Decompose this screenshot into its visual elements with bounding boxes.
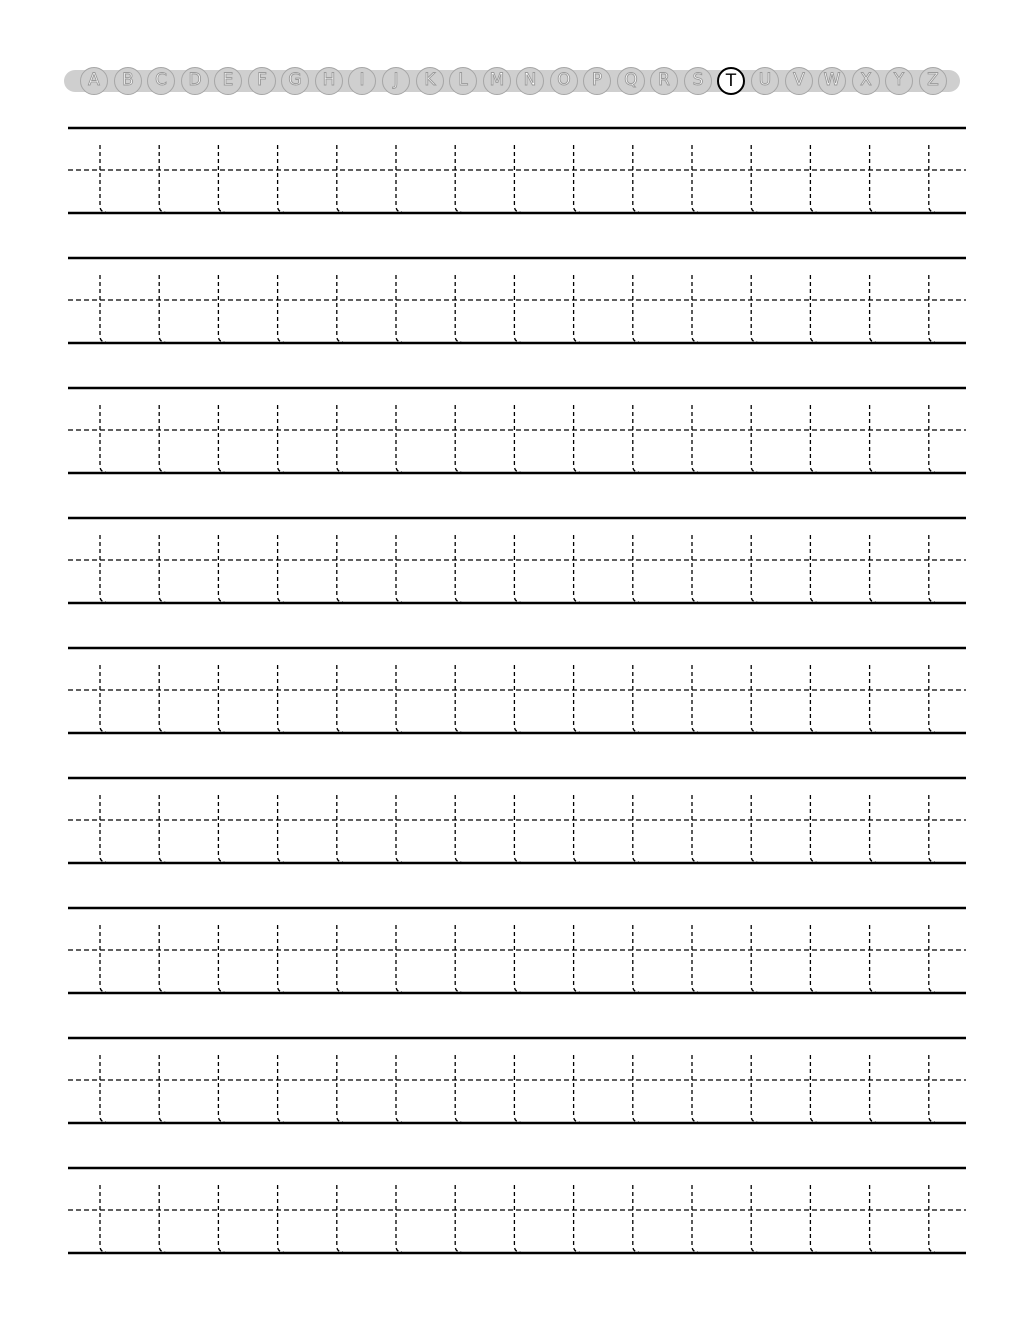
- tracing-letter-t: [159, 1185, 165, 1252]
- tracing-letter-t: [751, 275, 757, 342]
- tracing-letter-t: [870, 275, 876, 342]
- tracing-letter-t: [633, 925, 639, 992]
- tracing-letter-t: [751, 535, 757, 602]
- alphabet-letter-b[interactable]: B: [114, 67, 142, 95]
- tracing-letter-t: [929, 665, 935, 732]
- tracing-letter-t: [218, 535, 224, 602]
- tracing-letter-t: [574, 535, 580, 602]
- tracing-letter-t: [159, 665, 165, 732]
- tracing-letter-t: [810, 535, 816, 602]
- tracing-letter-t: [100, 275, 106, 342]
- tracing-letter-t: [396, 275, 402, 342]
- tracing-letter-t: [514, 665, 520, 732]
- alphabet-letter-y[interactable]: Y: [885, 67, 913, 95]
- tracing-letter-t: [870, 665, 876, 732]
- tracing-letter-t: [870, 1185, 876, 1252]
- tracing-letter-t: [751, 1185, 757, 1252]
- tracing-letter-t: [633, 275, 639, 342]
- alphabet-letter-c[interactable]: C: [147, 67, 175, 95]
- tracing-letter-t: [751, 665, 757, 732]
- tracing-letter-t: [751, 145, 757, 212]
- tracing-letter-t: [929, 1055, 935, 1122]
- alphabet-letter-p[interactable]: P: [583, 67, 611, 95]
- alphabet-letter-u[interactable]: U: [751, 67, 779, 95]
- tracing-letter-t: [692, 275, 698, 342]
- tracing-letter-t: [455, 665, 461, 732]
- tracing-letter-t: [100, 535, 106, 602]
- tracing-letter-t: [574, 275, 580, 342]
- practice-row: [68, 908, 966, 993]
- alphabet-letter-x[interactable]: X: [852, 67, 880, 95]
- practice-row: [68, 778, 966, 863]
- tracing-letter-t: [810, 145, 816, 212]
- tracing-letter-t: [218, 1185, 224, 1252]
- tracing-letter-t: [159, 275, 165, 342]
- practice-row: [68, 648, 966, 733]
- tracing-letter-t: [870, 535, 876, 602]
- tracing-letter-t: [218, 665, 224, 732]
- tracing-letter-t: [337, 1055, 343, 1122]
- tracing-letter-t: [278, 925, 284, 992]
- tracing-letter-t: [514, 1055, 520, 1122]
- tracing-letter-t: [100, 145, 106, 212]
- tracing-letter-t: [455, 925, 461, 992]
- tracing-letter-t: [810, 1185, 816, 1252]
- tracing-letter-t: [810, 405, 816, 472]
- alphabet-letter-s[interactable]: S: [684, 67, 712, 95]
- tracing-letter-t: [514, 275, 520, 342]
- tracing-letter-t: [929, 145, 935, 212]
- tracing-letter-t: [337, 665, 343, 732]
- tracing-letter-t: [455, 1055, 461, 1122]
- tracing-letter-t: [337, 405, 343, 472]
- tracing-letter-t: [574, 1055, 580, 1122]
- alphabet-letter-i[interactable]: I: [348, 67, 376, 95]
- tracing-letter-t: [574, 145, 580, 212]
- tracing-letter-t: [514, 925, 520, 992]
- tracing-letter-t: [396, 1055, 402, 1122]
- tracing-letter-t: [159, 795, 165, 862]
- tracing-letter-t: [574, 795, 580, 862]
- tracing-letter-t: [396, 795, 402, 862]
- tracing-letter-t: [929, 925, 935, 992]
- tracing-letter-t: [455, 145, 461, 212]
- alphabet-letter-g[interactable]: G: [281, 67, 309, 95]
- alphabet-letter-a[interactable]: A: [80, 67, 108, 95]
- tracing-letter-t: [929, 795, 935, 862]
- tracing-letter-t: [278, 145, 284, 212]
- tracing-letter-t: [692, 1055, 698, 1122]
- tracing-letter-t: [218, 1055, 224, 1122]
- tracing-letter-t: [751, 405, 757, 472]
- tracing-letter-t: [574, 925, 580, 992]
- tracing-letter-t: [692, 795, 698, 862]
- alphabet-letter-r[interactable]: R: [650, 67, 678, 95]
- tracing-letter-t: [278, 795, 284, 862]
- tracing-letter-t: [218, 145, 224, 212]
- alphabet-letter-d[interactable]: D: [181, 67, 209, 95]
- tracing-letter-t: [929, 405, 935, 472]
- tracing-letter-t: [514, 1185, 520, 1252]
- tracing-letter-t: [870, 925, 876, 992]
- tracing-letter-t: [278, 1055, 284, 1122]
- tracing-letter-t: [514, 795, 520, 862]
- tracing-letter-t: [218, 405, 224, 472]
- tracing-letter-t: [337, 145, 343, 212]
- tracing-letter-t: [514, 145, 520, 212]
- tracing-letter-t: [159, 925, 165, 992]
- tracing-letter-t: [692, 145, 698, 212]
- tracing-letter-t: [870, 795, 876, 862]
- practice-row: [68, 518, 966, 603]
- tracing-letter-t: [278, 275, 284, 342]
- tracing-letter-t: [514, 405, 520, 472]
- tracing-letter-t: [218, 795, 224, 862]
- tracing-letter-t: [159, 535, 165, 602]
- practice-row: [68, 258, 966, 343]
- practice-row: [68, 128, 966, 213]
- tracing-letter-t: [514, 535, 520, 602]
- tracing-letter-t: [810, 665, 816, 732]
- practice-row: [68, 1038, 966, 1123]
- alphabet-letter-m[interactable]: M: [483, 67, 511, 95]
- alphabet-letter-q[interactable]: Q: [617, 67, 645, 95]
- alphabet-letter-k[interactable]: K: [416, 67, 444, 95]
- tracing-letter-t: [278, 535, 284, 602]
- practice-row: [68, 1168, 966, 1253]
- tracing-letter-t: [100, 1055, 106, 1122]
- tracing-letter-t: [396, 1185, 402, 1252]
- tracing-letter-t: [574, 665, 580, 732]
- tracing-letter-t: [100, 405, 106, 472]
- tracing-letter-t: [100, 1185, 106, 1252]
- tracing-letter-t: [218, 925, 224, 992]
- alphabet-letter-v[interactable]: V: [785, 67, 813, 95]
- alphabet-letter-l[interactable]: L: [449, 67, 477, 95]
- tracing-letter-t: [100, 795, 106, 862]
- alphabet-letter-t[interactable]: T: [717, 67, 745, 95]
- tracing-letter-t: [159, 405, 165, 472]
- tracing-letter-t: [870, 1055, 876, 1122]
- tracing-letter-t: [692, 535, 698, 602]
- tracing-letter-t: [633, 665, 639, 732]
- alphabet-letter-n[interactable]: N: [516, 67, 544, 95]
- tracing-letter-t: [337, 1185, 343, 1252]
- tracing-letter-t: [337, 275, 343, 342]
- tracing-letter-t: [574, 405, 580, 472]
- alphabet-letter-e[interactable]: E: [214, 67, 242, 95]
- alphabet-letter-f[interactable]: F: [248, 67, 276, 95]
- tracing-letter-t: [278, 665, 284, 732]
- tracing-letter-t: [633, 1055, 639, 1122]
- tracing-letter-t: [751, 1055, 757, 1122]
- tracing-letter-t: [692, 405, 698, 472]
- tracing-letter-t: [633, 1185, 639, 1252]
- tracing-letter-t: [278, 1185, 284, 1252]
- tracing-letter-t: [633, 145, 639, 212]
- tracing-letter-t: [870, 405, 876, 472]
- tracing-letter-t: [870, 145, 876, 212]
- tracing-letter-t: [396, 145, 402, 212]
- tracing-letter-t: [633, 405, 639, 472]
- tracing-letter-t: [574, 1185, 580, 1252]
- practice-row: [68, 388, 966, 473]
- tracing-letter-t: [455, 795, 461, 862]
- tracing-letter-t: [633, 535, 639, 602]
- tracing-letter-t: [396, 405, 402, 472]
- tracing-letter-t: [751, 795, 757, 862]
- alphabet-letter-h[interactable]: H: [315, 67, 343, 95]
- tracing-letter-t: [455, 1185, 461, 1252]
- tracing-letter-t: [159, 1055, 165, 1122]
- tracing-letter-t: [633, 795, 639, 862]
- tracing-letter-t: [100, 925, 106, 992]
- tracing-letter-t: [810, 795, 816, 862]
- tracing-letter-t: [337, 535, 343, 602]
- tracing-letter-t: [929, 535, 935, 602]
- alphabet-letter-w[interactable]: W: [818, 67, 846, 95]
- tracing-letter-t: [337, 795, 343, 862]
- tracing-letter-t: [692, 665, 698, 732]
- tracing-letter-t: [455, 275, 461, 342]
- tracing-letter-t: [100, 665, 106, 732]
- tracing-letter-t: [455, 405, 461, 472]
- tracing-letter-t: [810, 1055, 816, 1122]
- tracing-letter-t: [929, 1185, 935, 1252]
- tracing-letter-t: [278, 405, 284, 472]
- tracing-letter-t: [810, 925, 816, 992]
- tracing-letter-t: [218, 275, 224, 342]
- tracing-letter-t: [692, 925, 698, 992]
- tracing-letter-t: [159, 145, 165, 212]
- alphabet-letter-j[interactable]: J: [382, 67, 410, 95]
- tracing-letter-t: [751, 925, 757, 992]
- tracing-letter-t: [455, 535, 461, 602]
- tracing-letter-t: [692, 1185, 698, 1252]
- tracing-letter-t: [396, 535, 402, 602]
- tracing-letter-t: [929, 275, 935, 342]
- alphabet-letter-o[interactable]: O: [550, 67, 578, 95]
- alphabet-letter-z[interactable]: Z: [919, 67, 947, 95]
- tracing-letter-t: [396, 665, 402, 732]
- tracing-letter-t: [810, 275, 816, 342]
- tracing-letter-t: [337, 925, 343, 992]
- tracing-letter-t: [396, 925, 402, 992]
